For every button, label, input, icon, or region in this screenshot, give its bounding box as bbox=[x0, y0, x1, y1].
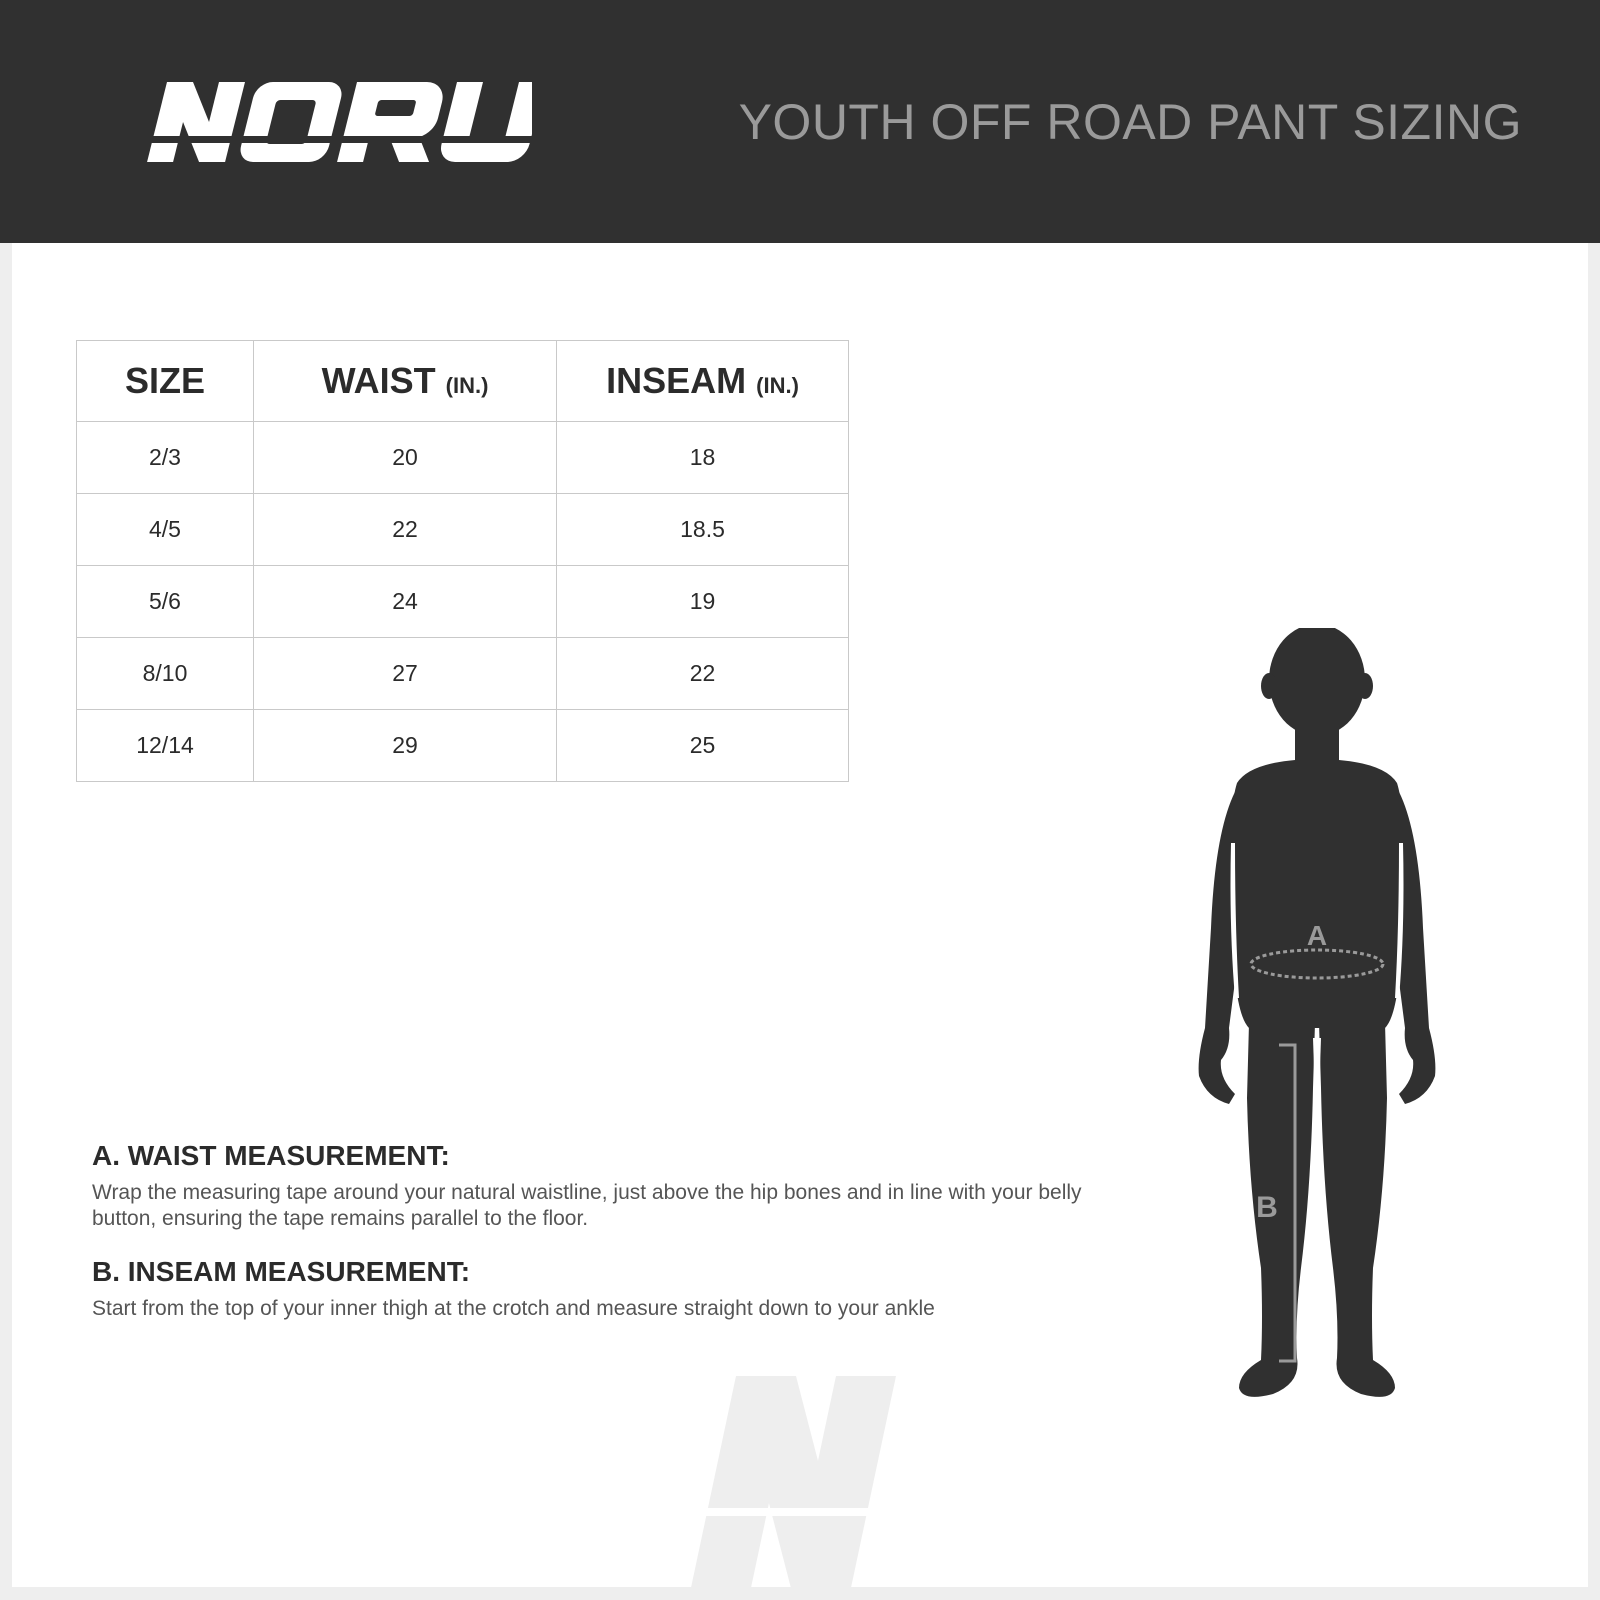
table-row bbox=[77, 638, 849, 710]
waist-label-a: A bbox=[1306, 920, 1328, 951]
header-bar bbox=[0, 0, 1600, 243]
size-cell: 5/6 bbox=[77, 566, 254, 638]
size-cell: 4/5 bbox=[77, 494, 254, 566]
table-row bbox=[77, 494, 849, 566]
header-size: SIZE bbox=[77, 341, 254, 422]
header-waist: WAIST (IN.) bbox=[254, 341, 557, 422]
size-cell: 12/14 bbox=[77, 710, 254, 782]
size-chart-table bbox=[76, 340, 849, 782]
noru-n-watermark bbox=[676, 1376, 936, 1588]
inseam-cell: 18 bbox=[557, 422, 849, 494]
header-inseam-unit: (IN.) bbox=[756, 373, 799, 398]
inseam-cell: 19 bbox=[557, 566, 849, 638]
inseam-cell: 18.5 bbox=[557, 494, 849, 566]
inseam-label-b: B bbox=[1256, 1191, 1278, 1224]
table-header-row bbox=[77, 341, 849, 422]
waist-cell: 20 bbox=[254, 422, 557, 494]
waist-cell: 27 bbox=[254, 638, 557, 710]
size-cell: 8/10 bbox=[77, 638, 254, 710]
waist-cell: 29 bbox=[254, 710, 557, 782]
waist-measurement-text: Wrap the measuring tape around your natural waistline, just above the hip bones and in line with your belly button, ensuring the tape remains parallel to the floor. bbox=[92, 1181, 1082, 1230]
waist-cell: 24 bbox=[254, 566, 557, 638]
inseam-cell: 25 bbox=[557, 710, 849, 782]
header-inseam: INSEAM (IN.) bbox=[557, 341, 849, 422]
table-row bbox=[77, 422, 849, 494]
measurement-instructions bbox=[92, 1140, 1112, 1346]
header-waist-unit: (IN.) bbox=[445, 373, 489, 398]
noru-logo bbox=[140, 78, 532, 168]
table-row bbox=[77, 566, 849, 638]
content-panel bbox=[12, 243, 1588, 1587]
inseam-cell: 22 bbox=[557, 638, 849, 710]
inseam-measurement-text: Start from the top of your inner thigh at the crotch and measure straight down to your ankle bbox=[92, 1297, 935, 1320]
waist-measurement-heading: A. WAIST MEASUREMENT: bbox=[92, 1140, 450, 1171]
size-cell: 2/3 bbox=[77, 422, 254, 494]
table-row bbox=[77, 710, 849, 782]
inseam-measurement-heading: B. INSEAM MEASUREMENT: bbox=[92, 1256, 471, 1287]
page-title: YOUTH OFF ROAD PANT SIZING bbox=[738, 94, 1522, 150]
waist-cell: 22 bbox=[254, 494, 557, 566]
child-silhouette-figure bbox=[1177, 628, 1437, 1398]
